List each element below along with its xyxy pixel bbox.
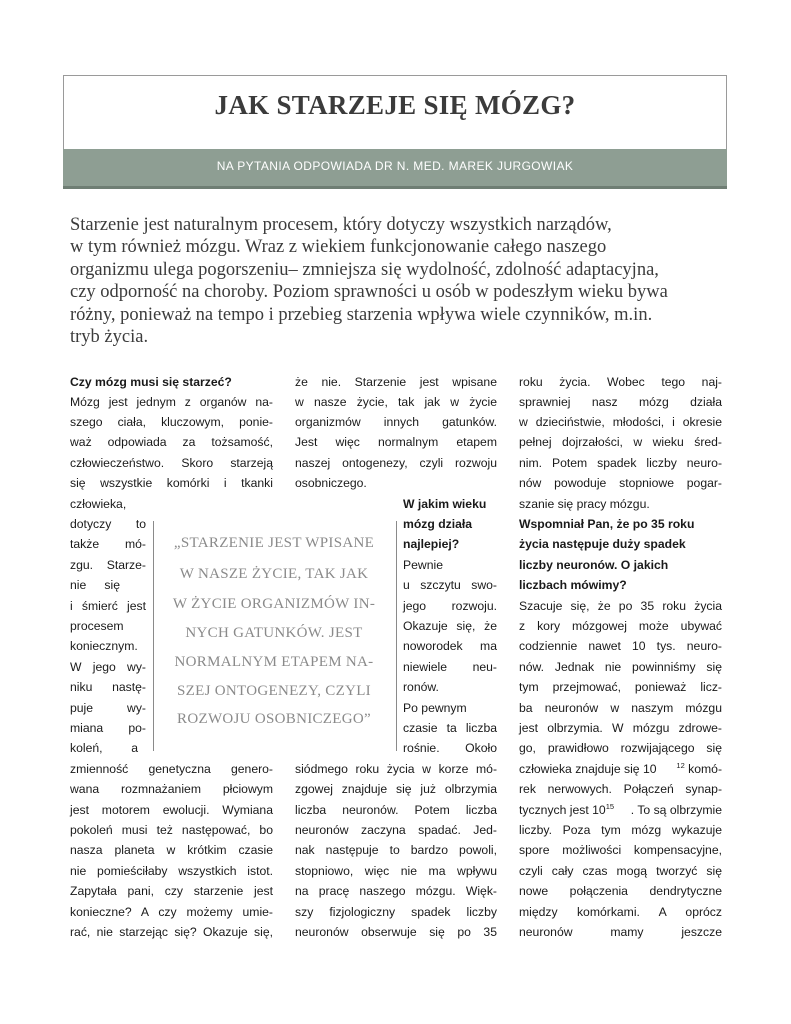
body-line: wana rozmnażaniem płciowym <box>70 782 273 796</box>
body-line: Jest więc normalnym etapem <box>295 435 497 449</box>
body-line-exponent <box>519 800 722 820</box>
body-line: nim. Potem spadek liczby neuro- <box>519 456 722 470</box>
pull-quote-line: ROZWOJU OSOBNICZEGO” <box>177 711 371 727</box>
lead-line: organizmu ulega pogorszeniu– zmniejsza się wydolność, zdolność adaptacyjna, <box>70 259 659 280</box>
body-line: czyli cały czas mogą tworzyć się <box>519 864 722 878</box>
byline: NA PYTANIA ODPOWIADA DR N. MED. MAREK JURGOWIAK <box>216 159 574 173</box>
body-line: szanie się pracy mózgu. <box>519 497 650 511</box>
body-line: niku nastę- <box>70 680 146 694</box>
lead-paragraph <box>70 214 730 348</box>
body-line: neuronów obserwuje się po 35 <box>295 925 497 939</box>
pull-quote-line: SZEJ ONTOGENEZY, CZYLI <box>177 683 371 699</box>
body-line: go, prawidłowo rozwijającego się <box>519 741 722 755</box>
body-line: nasza planeta w krótkim czasie <box>70 843 273 857</box>
lead-line: różny, ponieważ na tempo i przebieg starzenia wpływa wiele czynników, m.in. <box>70 304 653 325</box>
section-heading: liczby neuronów. O jakich <box>519 558 669 572</box>
body-line: z kory mózgowej może ubywać <box>519 619 722 633</box>
body-line: w nasze życie, tak jak w życie <box>295 395 497 409</box>
exponent-15: 15 <box>605 801 615 811</box>
section-heading: mózg działa <box>403 517 473 531</box>
body-line: jest motorem ewolucji. Wymiana <box>70 803 273 817</box>
pull-quote-line: W NASZE ŻYCIE, TAK JAK <box>179 566 369 582</box>
body-line: pełnej dojrzałości, w wieku śred- <box>519 435 722 449</box>
body-line: pokoleń musi też następować, bo <box>70 823 273 837</box>
pull-quote-line: NYCH GATUNKÓW. JEST <box>185 625 363 641</box>
body-line: W jego wy- <box>70 660 146 674</box>
pull-quote-line: W ŻYCIE ORGANIZMÓW IN- <box>172 596 376 612</box>
body-line: naszej ontogenezy, czyli rozwoju <box>295 456 497 470</box>
byline-band <box>63 149 727 189</box>
exponent-12: 12 <box>676 760 685 770</box>
body-line: sprawniej nasz mózg działa <box>519 395 722 409</box>
lead-line: w tym również mózgu. Wraz z wiekiem funkcjonowanie całego naszego <box>70 237 607 258</box>
body-line: że nie. Starzenie jest wpisane <box>295 375 497 389</box>
pull-quote-line: „STARZENIE JEST WPISANE <box>173 535 375 551</box>
body-line: stopniowo, więc nie ma wpływu <box>295 864 497 878</box>
body-line: i śmierć jest <box>70 599 146 613</box>
body-line: czasie ta liczba <box>403 721 497 735</box>
body-line: rać, nie starzejąc się? Okazuje się, <box>70 925 273 939</box>
body-line: nie pomieściłaby wszystkich istot. <box>70 864 273 878</box>
pull-quote-line: NORMALNYM ETAPEM NA- <box>174 654 374 670</box>
body-line: konieczne? A czy możemy umie- <box>70 905 273 919</box>
body-line-exponent <box>519 759 722 779</box>
body-line: człowieka, <box>70 497 127 511</box>
body-line: ba neuronów w naszym mózgu <box>519 701 722 715</box>
header-box <box>63 75 727 189</box>
body-line: także mó- <box>70 537 146 551</box>
body-line: zgu. Starze- <box>70 558 146 572</box>
body-line: dotyczy to <box>70 517 146 531</box>
lead-line: Starzenie jest naturalnym procesem, który dotyczy wszystkich narządów, <box>70 215 612 235</box>
exp-text-post: . To są olbrzymie <box>630 803 722 817</box>
body-line: Mózg jest jednym z organów na- <box>70 395 273 409</box>
exp-text-post: komó- <box>684 762 722 776</box>
body-line: ronów. <box>403 680 439 694</box>
body-line: jego rozwoju. <box>403 599 497 613</box>
exp-text-pre: człowieka znajduje się 10 <box>519 762 657 776</box>
body-line: w dzieciństwie, młodości, i okresie <box>519 415 722 429</box>
body-line: siódmego roku życia w korze mó- <box>295 762 497 776</box>
body-line: koniecznym. <box>70 639 138 653</box>
section-heading: Czy mózg musi się starzeć? <box>70 375 232 389</box>
body-line: liczby. Poza tym mózg wykazuje <box>519 823 722 837</box>
body-line: waż odpowiada za tożsamość, <box>70 435 273 449</box>
body-line: między komórkami. A oprócz <box>519 905 722 919</box>
body-line: rek nerwowych. Połączeń synap- <box>519 782 722 796</box>
body-line: szego ciała, kluczowym, ponie- <box>70 415 273 429</box>
body-line: roku życia. Wobec tego naj- <box>519 375 722 389</box>
body-line: noworodek ma <box>403 639 497 653</box>
pull-quote-right-rule <box>396 521 397 751</box>
body-line: Po pewnym <box>403 701 467 715</box>
body-line: nów powoduje stopniowe pogar- <box>519 476 722 490</box>
body-line: zmienność genetyczna genero- <box>70 762 273 776</box>
exp-superscript <box>676 759 722 779</box>
body-line: Okazuje się, że <box>403 619 497 633</box>
exp-text-pre: tycznych jest 10 <box>519 803 606 817</box>
body-line: człowieczeństwo. Skoro starzeją <box>70 456 273 470</box>
body-line: zgowej znajduje się już olbrzymia <box>295 782 497 796</box>
body-line: szy fizjologiczny spadek liczby <box>295 905 497 919</box>
body-line: liczba neuronów. Potem liczba <box>295 803 497 817</box>
body-line: się wszystkie komórki i tkanki <box>70 476 273 490</box>
article-title: JAK STARZEJE SIĘ MÓZG? <box>214 90 576 120</box>
body-line: nowe połączenia dendrytyczne <box>519 884 722 898</box>
body-line: jest olbrzymia. W mózgu zdrowe- <box>519 721 722 735</box>
section-heading: liczbach mówimy? <box>519 578 627 592</box>
body-line: nak następuje to bardzo powoli, <box>295 843 497 857</box>
body-line: Pewnie <box>403 558 443 572</box>
section-heading: życia następuje duży spadek <box>519 537 686 551</box>
section-heading: Wspomniał Pan, że po 35 roku <box>519 517 695 531</box>
section-heading: W jakim wieku <box>403 497 487 511</box>
body-line: u szczytu swo- <box>403 578 497 592</box>
lead-line: tryb życia. <box>70 327 149 348</box>
body-line: spore możliwości kompensacyjne, <box>519 843 722 857</box>
body-line: organizmów innych gatunków. <box>295 415 497 429</box>
body-line: nów. Jednak nie powinniśmy się <box>519 660 722 674</box>
body-line: niewiele neu- <box>403 660 497 674</box>
body-line: puje wy- <box>70 701 146 715</box>
body-line: na pracę naszego mózgu. Więk- <box>295 884 497 898</box>
body-line: codziennie nawet 10 tys. neuro- <box>519 639 722 653</box>
exp-line-a <box>519 800 614 820</box>
body-line: nie się <box>70 578 120 592</box>
body-line: Zapytała pani, czy starzenie jest <box>70 884 273 898</box>
pull-quote-left-rule <box>153 521 154 751</box>
lead-line: czy odporność na choroby. Poziom sprawności u osób w podeszłym wieku bywa <box>70 282 668 303</box>
body-line: neuronów zaczyna spadać. Jed- <box>295 823 497 837</box>
body-line: procesem <box>70 619 124 633</box>
body-line: Szacuje się, że po 35 roku życia <box>519 599 722 613</box>
section-heading: najlepiej? <box>403 537 460 551</box>
body-line: miana po- <box>70 721 146 735</box>
body-line: neuronów mamy jeszcze <box>519 925 722 939</box>
body-line: tym przejmować, ponieważ licz- <box>519 680 722 694</box>
body-line: rośnie. Około <box>403 741 497 755</box>
body-line: koleń, a <box>70 741 138 755</box>
body-line: osobniczego. <box>295 476 367 490</box>
